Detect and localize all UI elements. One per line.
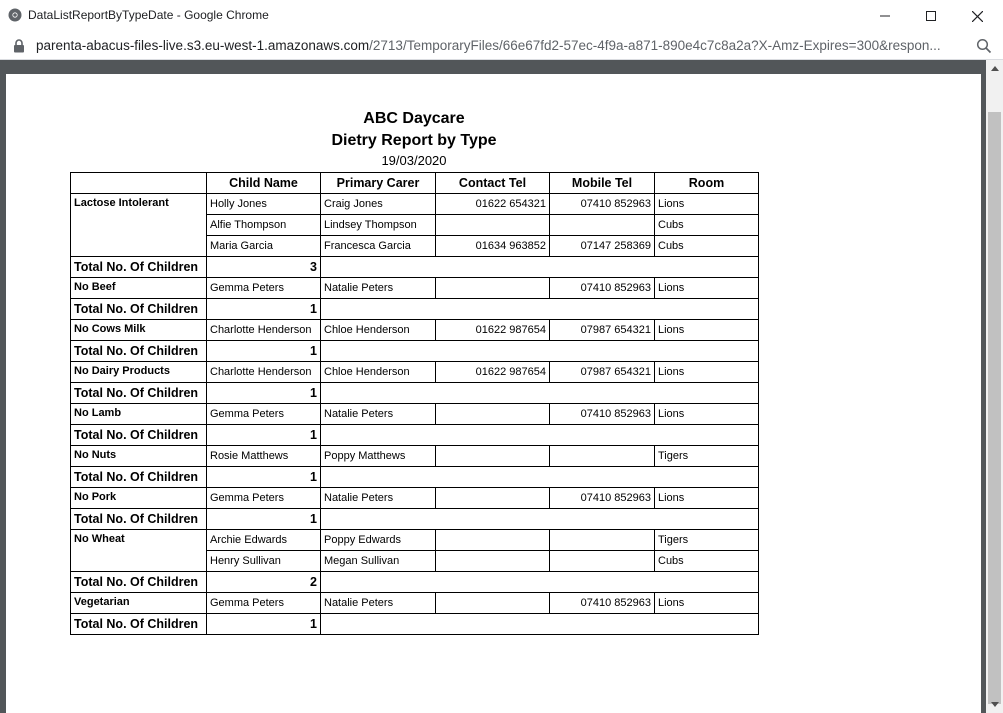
table-header-row bbox=[71, 173, 759, 194]
total-count-cell: 1 bbox=[207, 341, 321, 362]
diet-type-cell: No Lamb bbox=[71, 404, 207, 425]
report-header bbox=[70, 108, 758, 170]
total-empty-cell bbox=[321, 614, 759, 635]
table-row bbox=[71, 488, 759, 509]
total-row bbox=[71, 572, 759, 593]
mobile-tel-cell: 07410 852963 bbox=[550, 194, 655, 215]
total-row bbox=[71, 383, 759, 404]
table-row bbox=[71, 593, 759, 614]
mobile-tel-cell bbox=[550, 446, 655, 467]
primary-carer-cell: Francesca Garcia bbox=[321, 236, 436, 257]
child-name-cell: Alfie Thompson bbox=[207, 215, 321, 236]
column-header-primary-carer: Primary Carer bbox=[321, 173, 436, 194]
room-cell: Lions bbox=[655, 278, 759, 299]
room-cell: Cubs bbox=[655, 551, 759, 572]
diet-type-cell: No Beef bbox=[71, 278, 207, 299]
total-empty-cell bbox=[321, 509, 759, 530]
diet-type-cell: No Dairy Products bbox=[71, 362, 207, 383]
table-row bbox=[71, 362, 759, 383]
total-empty-cell bbox=[321, 257, 759, 278]
total-count-cell: 1 bbox=[207, 509, 321, 530]
room-cell: Lions bbox=[655, 362, 759, 383]
column-header-contact-tel: Contact Tel bbox=[436, 173, 550, 194]
table-row bbox=[71, 278, 759, 299]
primary-carer-cell: Natalie Peters bbox=[321, 404, 436, 425]
diet-type-cell: Vegetarian bbox=[71, 593, 207, 614]
contact-tel-cell bbox=[436, 404, 550, 425]
viewer-toolbar-strip bbox=[0, 60, 986, 74]
scroll-up-button[interactable] bbox=[986, 60, 1003, 77]
total-label-cell: Total No. Of Children bbox=[71, 509, 207, 530]
total-count-cell: 1 bbox=[207, 467, 321, 488]
contact-tel-cell bbox=[436, 593, 550, 614]
room-cell: Lions bbox=[655, 593, 759, 614]
vertical-scrollbar[interactable] bbox=[986, 60, 1003, 713]
contact-tel-cell bbox=[436, 551, 550, 572]
diet-type-cell: Lactose Intolerant bbox=[71, 194, 207, 257]
primary-carer-cell: Poppy Matthews bbox=[321, 446, 436, 467]
total-row bbox=[71, 425, 759, 446]
contact-tel-cell bbox=[436, 530, 550, 551]
url-host: parenta-abacus-files-live.s3.eu-west-1.amazonaws.com bbox=[36, 38, 370, 53]
diet-type-cell: No Nuts bbox=[71, 446, 207, 467]
mobile-tel-cell: 07987 654321 bbox=[550, 362, 655, 383]
maximize-icon bbox=[926, 11, 936, 21]
total-count-cell: 1 bbox=[207, 425, 321, 446]
total-row bbox=[71, 467, 759, 488]
window-title: DataListReportByTypeDate - Google Chrome bbox=[28, 8, 269, 22]
mobile-tel-cell: 07410 852963 bbox=[550, 593, 655, 614]
chrome-icon bbox=[8, 8, 22, 22]
total-empty-cell bbox=[321, 425, 759, 446]
total-label-cell: Total No. Of Children bbox=[71, 425, 207, 446]
scroll-up-icon bbox=[991, 66, 999, 71]
scroll-down-button[interactable] bbox=[986, 696, 1003, 713]
zoom-icon[interactable] bbox=[976, 38, 992, 54]
child-name-cell: Rosie Matthews bbox=[207, 446, 321, 467]
column-header-child-name: Child Name bbox=[207, 173, 321, 194]
report-company: ABC Daycare bbox=[363, 110, 465, 127]
room-cell: Lions bbox=[655, 320, 759, 341]
minimize-icon bbox=[880, 11, 890, 21]
lock-icon[interactable] bbox=[13, 39, 25, 53]
total-label-cell: Total No. Of Children bbox=[71, 257, 207, 278]
contact-tel-cell: 01634 963852 bbox=[436, 236, 550, 257]
primary-carer-cell: Natalie Peters bbox=[321, 488, 436, 509]
minimize-button[interactable] bbox=[862, 0, 908, 32]
contact-tel-cell bbox=[436, 446, 550, 467]
total-count-cell: 1 bbox=[207, 614, 321, 635]
room-cell: Cubs bbox=[655, 215, 759, 236]
child-name-cell: Charlotte Henderson bbox=[207, 320, 321, 341]
url-path: /2713/TemporaryFiles/66e67fd2-57ec-4f9a-a871-890e4c7c8a2a?X-Amz-Expires=300&respon... bbox=[369, 38, 941, 53]
table-row bbox=[71, 194, 759, 215]
diet-type-cell: No Pork bbox=[71, 488, 207, 509]
scrollbar-thumb[interactable] bbox=[988, 112, 1001, 704]
mobile-tel-cell: 07410 852963 bbox=[550, 488, 655, 509]
total-count-cell: 3 bbox=[207, 257, 321, 278]
child-name-cell: Maria Garcia bbox=[207, 236, 321, 257]
child-name-cell: Archie Edwards bbox=[207, 530, 321, 551]
report-date: 19/03/2020 bbox=[381, 153, 447, 168]
report-title: Dietry Report by Type bbox=[331, 132, 497, 149]
total-label-cell: Total No. Of Children bbox=[71, 341, 207, 362]
address-bar[interactable] bbox=[0, 32, 1003, 60]
child-name-cell: Gemma Peters bbox=[207, 404, 321, 425]
child-name-cell: Holly Jones bbox=[207, 194, 321, 215]
total-empty-cell bbox=[321, 467, 759, 488]
contact-tel-cell bbox=[436, 278, 550, 299]
mobile-tel-cell bbox=[550, 530, 655, 551]
total-row bbox=[71, 509, 759, 530]
dietary-report-table bbox=[70, 172, 759, 635]
total-count-cell: 1 bbox=[207, 299, 321, 320]
room-cell: Tigers bbox=[655, 446, 759, 467]
close-button[interactable] bbox=[954, 0, 1000, 32]
total-row bbox=[71, 341, 759, 362]
primary-carer-cell: Chloe Henderson bbox=[321, 320, 436, 341]
total-count-cell: 2 bbox=[207, 572, 321, 593]
child-name-cell: Gemma Peters bbox=[207, 278, 321, 299]
total-empty-cell bbox=[321, 299, 759, 320]
total-label-cell: Total No. Of Children bbox=[71, 467, 207, 488]
contact-tel-cell bbox=[436, 488, 550, 509]
contact-tel-cell: 01622 654321 bbox=[436, 194, 550, 215]
mobile-tel-cell: 07147 258369 bbox=[550, 236, 655, 257]
mobile-tel-cell: 07987 654321 bbox=[550, 320, 655, 341]
room-cell: Tigers bbox=[655, 530, 759, 551]
column-header-mobile-tel: Mobile Tel bbox=[550, 173, 655, 194]
mobile-tel-cell bbox=[550, 215, 655, 236]
primary-carer-cell: Craig Jones bbox=[321, 194, 436, 215]
child-name-cell: Henry Sullivan bbox=[207, 551, 321, 572]
total-empty-cell bbox=[321, 572, 759, 593]
total-empty-cell bbox=[321, 383, 759, 404]
room-cell: Lions bbox=[655, 194, 759, 215]
mobile-tel-cell: 07410 852963 bbox=[550, 278, 655, 299]
total-row bbox=[71, 299, 759, 320]
contact-tel-cell: 01622 987654 bbox=[436, 362, 550, 383]
total-empty-cell bbox=[321, 341, 759, 362]
child-name-cell: Charlotte Henderson bbox=[207, 362, 321, 383]
table-row bbox=[71, 404, 759, 425]
room-cell: Lions bbox=[655, 404, 759, 425]
diet-type-cell: No Cows Milk bbox=[71, 320, 207, 341]
room-cell: Cubs bbox=[655, 236, 759, 257]
primary-carer-cell: Lindsey Thompson bbox=[321, 215, 436, 236]
primary-carer-cell: Megan Sullivan bbox=[321, 551, 436, 572]
url-text[interactable] bbox=[36, 38, 966, 53]
table-row bbox=[71, 530, 759, 551]
child-name-cell: Gemma Peters bbox=[207, 593, 321, 614]
total-row bbox=[71, 257, 759, 278]
total-label-cell: Total No. Of Children bbox=[71, 614, 207, 635]
child-name-cell: Gemma Peters bbox=[207, 488, 321, 509]
primary-carer-cell: Natalie Peters bbox=[321, 593, 436, 614]
total-label-cell: Total No. Of Children bbox=[71, 299, 207, 320]
table-row bbox=[71, 320, 759, 341]
diet-type-cell: No Wheat bbox=[71, 530, 207, 572]
total-label-cell: Total No. Of Children bbox=[71, 572, 207, 593]
room-cell: Lions bbox=[655, 488, 759, 509]
window-titlebar bbox=[0, 0, 1003, 32]
mobile-tel-cell bbox=[550, 551, 655, 572]
total-label-cell: Total No. Of Children bbox=[71, 383, 207, 404]
table-row bbox=[71, 446, 759, 467]
primary-carer-cell: Natalie Peters bbox=[321, 278, 436, 299]
close-icon bbox=[972, 11, 983, 22]
contact-tel-cell: 01622 987654 bbox=[436, 320, 550, 341]
primary-carer-cell: Chloe Henderson bbox=[321, 362, 436, 383]
maximize-button[interactable] bbox=[908, 0, 954, 32]
scroll-down-icon bbox=[991, 702, 999, 707]
column-header-type bbox=[71, 173, 207, 194]
total-count-cell: 1 bbox=[207, 383, 321, 404]
contact-tel-cell bbox=[436, 215, 550, 236]
column-header-room: Room bbox=[655, 173, 759, 194]
mobile-tel-cell: 07410 852963 bbox=[550, 404, 655, 425]
primary-carer-cell: Poppy Edwards bbox=[321, 530, 436, 551]
total-row bbox=[71, 614, 759, 635]
